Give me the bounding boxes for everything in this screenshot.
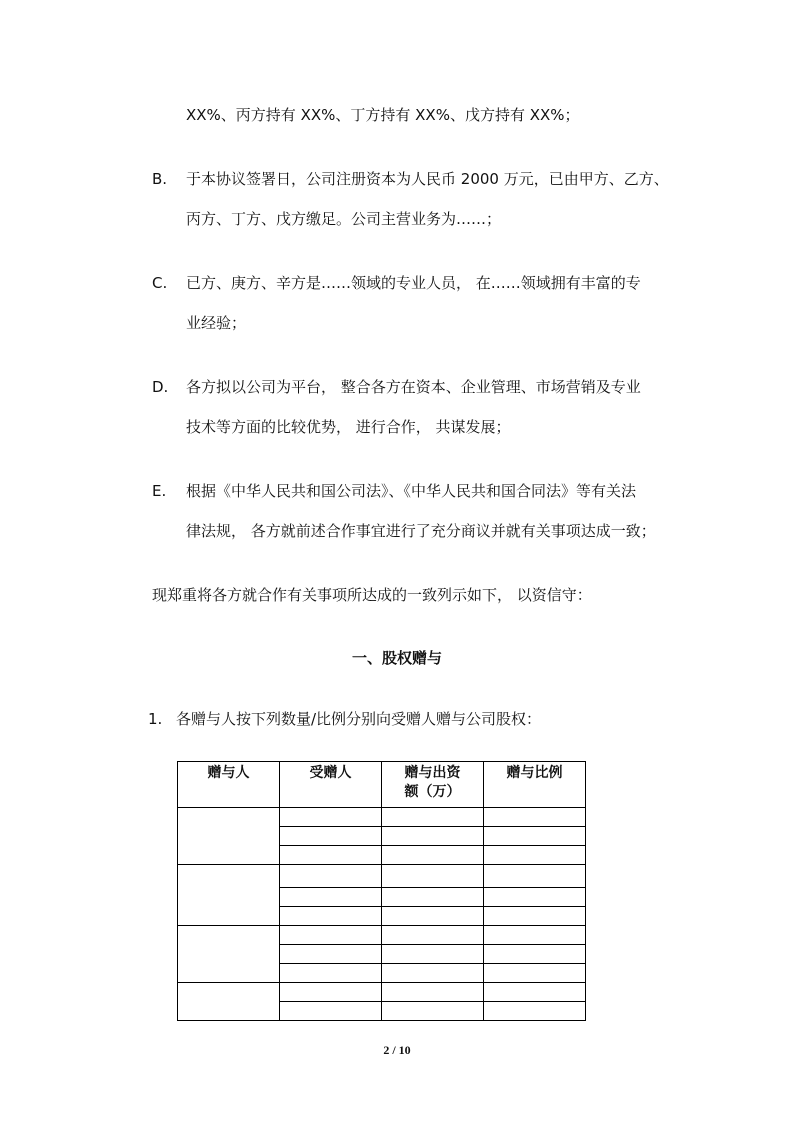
continuation-line: XX%、丙方持有 XX%、丁方持有 XX%、戊方持有 XX%； <box>186 106 580 124</box>
recital-b-line-1: 于本协议签署日，公司注册资本为人民币 2000 万元，已由甲方、乙方、 <box>186 170 669 188</box>
recital-e-line-2: 律法规， 各方就前述合作事宜进行了充分商议并就有关事项达成一致； <box>186 522 656 540</box>
table-cell <box>484 907 586 926</box>
recital-b-line-2: 丙方、丁方、戊方缴足。公司主营业务为……； <box>186 210 502 228</box>
table-cell <box>484 888 586 907</box>
table-cell <box>484 964 586 983</box>
table-row <box>178 983 586 1002</box>
table-cell <box>484 983 586 1002</box>
header-donor: 赠与人 <box>178 762 280 808</box>
table-cell <box>280 945 382 964</box>
recital-marker-e: E. <box>152 482 167 500</box>
table-cell <box>484 945 586 964</box>
table-header-row <box>178 762 586 808</box>
table-cell <box>382 888 484 907</box>
table-row <box>178 808 586 827</box>
section-title: 一、股权赠与 <box>351 649 442 667</box>
donor-cell <box>178 865 280 926</box>
table-cell <box>280 1002 382 1021</box>
table-cell <box>382 926 484 945</box>
recital-d-line-2: 技术等方面的比较优势， 进行合作， 共谋发展； <box>186 418 511 436</box>
table-cell <box>382 983 484 1002</box>
table-cell <box>280 907 382 926</box>
recital-marker-c: C. <box>152 274 168 292</box>
table-cell <box>280 926 382 945</box>
clause-1-text: 各赠与人按下列数量/比例分别向受赠人赠与公司股权： <box>176 710 542 728</box>
donor-cell <box>178 808 280 865</box>
recital-marker-d: D. <box>152 378 169 396</box>
equity-gift-table <box>177 761 586 1021</box>
table-cell <box>382 907 484 926</box>
table-row <box>178 865 586 888</box>
table-cell <box>280 808 382 827</box>
table-cell <box>484 846 586 865</box>
table-cell <box>484 865 586 888</box>
table-cell <box>280 865 382 888</box>
table-cell <box>280 846 382 865</box>
recital-c-line-1: 已方、庚方、辛方是……领域的专业人员， 在……领域拥有丰富的专 <box>186 274 641 292</box>
table-cell <box>382 865 484 888</box>
table-cell <box>484 808 586 827</box>
table-cell <box>280 827 382 846</box>
recital-e-line-1: 根据《中华人民共和国公司法》、《中华人民共和国合同法》等有关法 <box>186 482 637 500</box>
header-gift-ratio: 赠与比例 <box>484 762 586 808</box>
header-gift-amount: 赠与出资额（万） <box>382 762 484 808</box>
table-cell <box>280 888 382 907</box>
summary-paragraph: 现郑重将各方就合作有关事项所达成的一致列示如下， 以资信守： <box>152 586 592 604</box>
header-recipient: 受赠人 <box>280 762 382 808</box>
table-cell <box>280 983 382 1002</box>
table-cell <box>484 926 586 945</box>
recital-marker-b: B. <box>152 170 168 188</box>
table-cell <box>382 846 484 865</box>
donor-cell <box>178 926 280 983</box>
page-number: 2 / 10 <box>383 1043 411 1057</box>
table-cell <box>484 1002 586 1021</box>
table-cell <box>382 945 484 964</box>
table-cell <box>382 808 484 827</box>
table-cell <box>484 827 586 846</box>
table-cell <box>382 964 484 983</box>
table-cell <box>382 827 484 846</box>
table-cell <box>280 964 382 983</box>
clause-1-marker: 1. <box>148 710 163 728</box>
recital-c-line-2: 业经验； <box>186 314 247 332</box>
table-cell <box>382 1002 484 1021</box>
recital-d-line-1: 各方拟以公司为平台， 整合各方在资本、企业管理、市场营销及专业 <box>186 378 641 396</box>
donor-cell <box>178 983 280 1021</box>
table-row <box>178 926 586 945</box>
